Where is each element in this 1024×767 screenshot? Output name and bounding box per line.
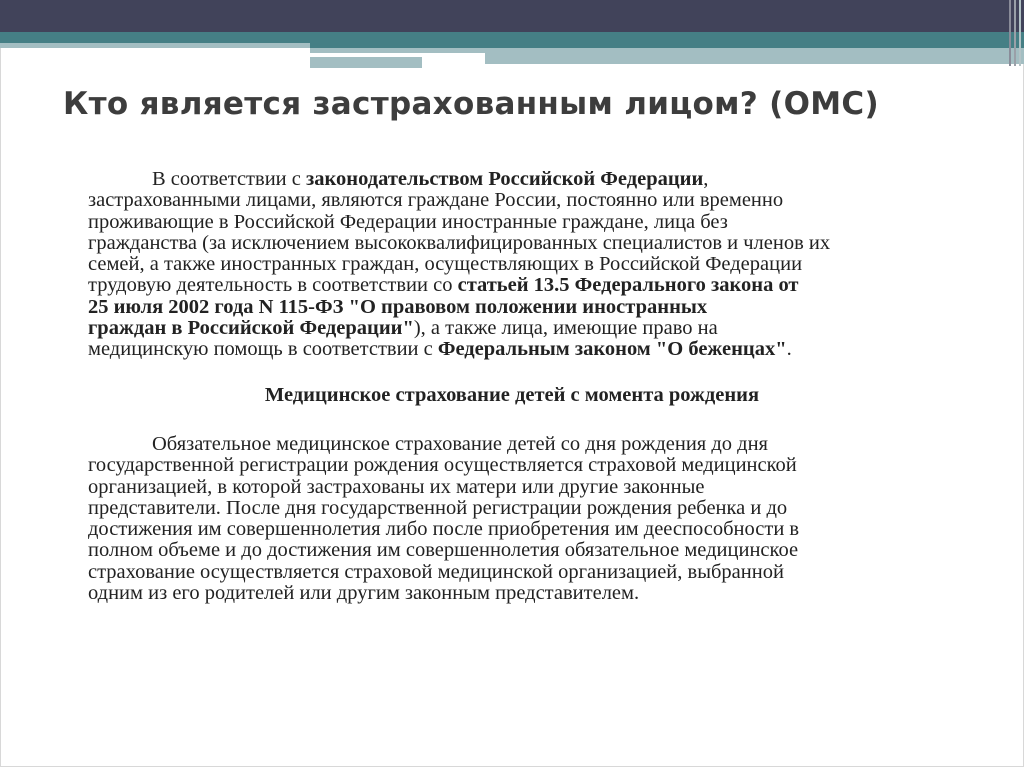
text: гражданства (за исключением высококвалифицированных специалистов и членов их	[88, 231, 831, 254]
text: государственной регистрации рождения осуществляется страховой медицинской	[88, 454, 797, 477]
text-line	[88, 275, 830, 296]
text: ,	[703, 168, 709, 190]
text: ), а также лица, имеющие право на	[413, 317, 718, 340]
text: застрахованными лицами, являются граждане России, постоянно или временно	[88, 189, 784, 212]
text-line	[88, 540, 799, 561]
text-line	[88, 562, 799, 583]
text-line	[88, 519, 799, 540]
text: организацией, в которой застрахованы их матери или другие законные	[88, 475, 705, 498]
text-line	[88, 434, 799, 455]
slide-title: Кто является застрахованным лицом? (ОМС)	[63, 86, 879, 122]
text-line	[88, 297, 830, 318]
bold-text: 25 июля 2002 года N 115-ФЗ "О правовом положении иностранных	[88, 295, 708, 318]
text-line	[88, 455, 799, 476]
text: представители. После дня государственной регистрации рождения ребенка и до	[88, 496, 788, 519]
text: трудовую деятельность в соответствии со	[88, 274, 458, 297]
text-line	[88, 477, 799, 498]
text-line	[88, 169, 830, 190]
text: достижения им совершеннолетия либо после приобретения им дееспособности в	[88, 518, 800, 541]
text: .	[786, 338, 792, 361]
text: семей, а также иностранных граждан, осуществляющих в Российской Федерации	[88, 253, 803, 276]
paragraph-children-insurance	[88, 434, 799, 604]
text: страхование осуществляется страховой медицинской организацией, выбранной	[88, 560, 784, 583]
subheading: Медицинское страхование детей с момента рождения	[264, 384, 760, 406]
text: одним из его родителей или другим законным представителем.	[88, 582, 640, 605]
text-line	[88, 254, 830, 275]
text: проживающие в Российской Федерации иностранные граждане, лица без	[88, 210, 728, 233]
text: полном объеме и до достижения им совершеннолетия обязательное медицинское	[88, 539, 799, 562]
text: медицинскую помощь в соответствии с	[88, 338, 438, 361]
text-line	[88, 318, 830, 339]
paragraph-insured-persons	[88, 169, 830, 361]
text-line	[88, 339, 830, 360]
bold-text: законодательством Российской Федерации	[305, 168, 704, 190]
text-line	[88, 498, 799, 519]
text: Обязательное медицинское страхование детей со дня рождения до дня	[152, 433, 768, 455]
text: В соответствии с	[152, 168, 306, 190]
bold-text: Федеральным законом "О беженцах"	[437, 338, 787, 361]
text-line	[88, 233, 830, 254]
text-line	[88, 212, 830, 233]
bold-text: граждан в Российской Федерации"	[88, 317, 414, 340]
text-line	[88, 190, 830, 211]
bold-text: статьей 13.5 Федерального закона от	[457, 274, 799, 297]
text-line	[88, 583, 799, 604]
